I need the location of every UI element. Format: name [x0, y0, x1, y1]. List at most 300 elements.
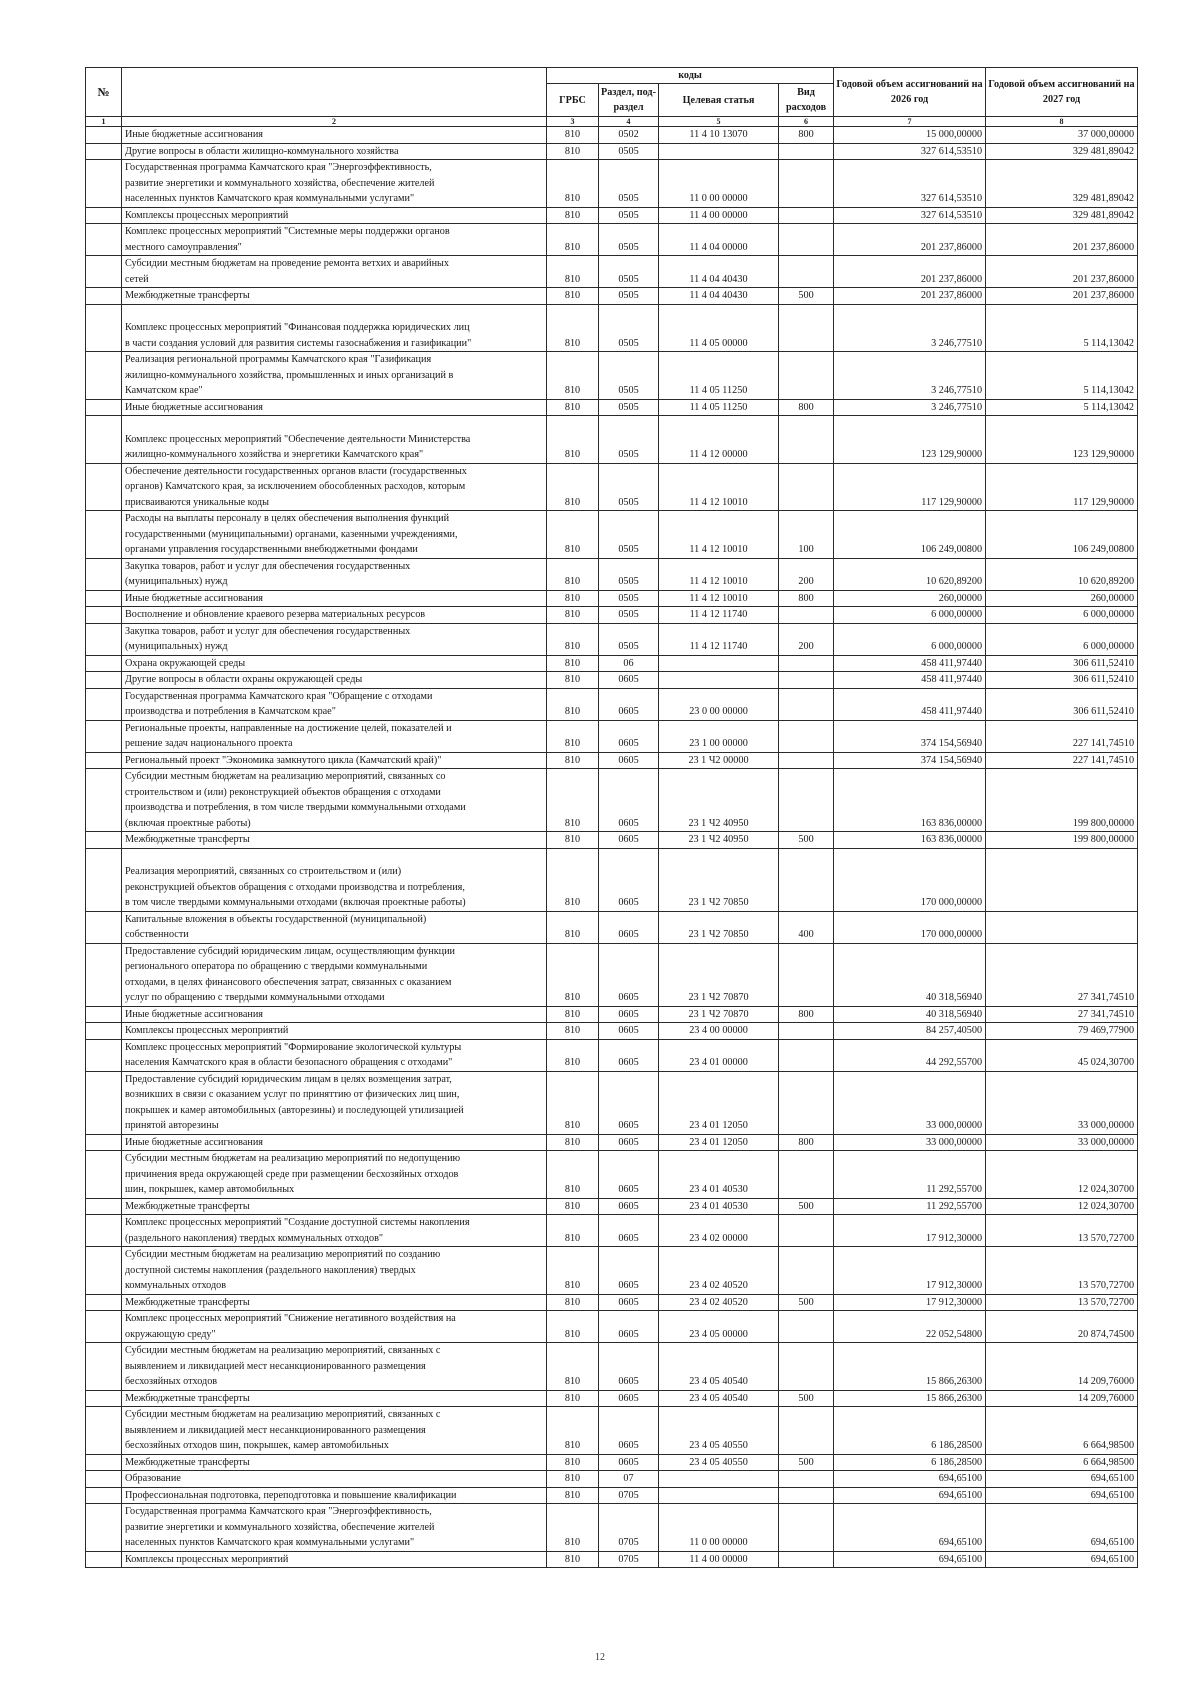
- target-article-cell: 11 0 00 00000: [659, 1504, 779, 1552]
- header-target-article: Целевая статья: [659, 84, 779, 117]
- table-row: [86, 1311, 1138, 1343]
- volume-2027-cell: 199 800,00000: [986, 769, 1138, 832]
- row-name-line: Обеспечение деятельности государственных органов власти (государственных: [125, 465, 467, 477]
- target-article-cell: 11 4 12 11740: [659, 623, 779, 655]
- target-article-cell: 23 4 02 40520: [659, 1294, 779, 1311]
- volume-2027-cell: 12 024,30700: [986, 1198, 1138, 1215]
- row-name-line: (муниципальных) нужд: [125, 641, 228, 652]
- grbs-cell: 810: [547, 1407, 599, 1455]
- volume-2027-cell: [986, 911, 1138, 943]
- volume-2026-cell: 694,65100: [834, 1487, 986, 1504]
- expense-type-cell: [779, 1039, 834, 1071]
- table-row: [86, 1198, 1138, 1215]
- section-cell: 0705: [599, 1551, 659, 1568]
- expense-type-cell: 500: [779, 1454, 834, 1471]
- row-name-cell: [122, 1471, 547, 1488]
- target-article-cell: 23 4 05 40550: [659, 1407, 779, 1455]
- expense-type-cell: [779, 143, 834, 160]
- table-row: [86, 1343, 1138, 1391]
- row-number-cell: [86, 1294, 122, 1311]
- row-number-cell: [86, 558, 122, 590]
- volume-2026-cell: 3 246,77510: [834, 304, 986, 352]
- target-article-cell: 23 1 Ч2 70850: [659, 848, 779, 911]
- volume-2026-cell: 10 620,89200: [834, 558, 986, 590]
- row-name-cell: [122, 399, 547, 416]
- volume-2027-cell: [986, 848, 1138, 911]
- row-name-line: строительством и (или) реконструкцией объектов обращения с отходами: [125, 786, 441, 798]
- row-name-line: Субсидии местным бюджетам на реализацию мероприятий, связанных с: [125, 1345, 441, 1356]
- row-name-line: Межбюджетные трансферты: [125, 1456, 250, 1468]
- row-name-line: Комплекс процессных мероприятий "Системные меры поддержки органов: [125, 226, 450, 237]
- volume-2026-cell: 6 186,28500: [834, 1454, 986, 1471]
- row-number-cell: [86, 511, 122, 559]
- volume-2027-cell: 329 481,89042: [986, 160, 1138, 208]
- header-grbs: ГРБС: [547, 84, 599, 117]
- volume-2027-cell: 329 481,89042: [986, 207, 1138, 224]
- header-volume-2026: Годовой объем ассигнований на 2026 год: [834, 68, 986, 117]
- target-article-cell: 11 4 12 11740: [659, 607, 779, 624]
- row-name-line: реконструкцией объектов обращения с отходами производства и потребления,: [125, 881, 465, 893]
- volume-2026-cell: 106 249,00800: [834, 511, 986, 559]
- row-name-cell: [122, 1006, 547, 1023]
- grbs-cell: 810: [547, 511, 599, 559]
- row-name-line: в части создания условий для развития системы газоснабжения и газификации": [125, 337, 472, 349]
- target-article-cell: 11 4 12 10010: [659, 511, 779, 559]
- volume-2026-cell: 6 000,00000: [834, 623, 986, 655]
- section-cell: 0605: [599, 1071, 659, 1134]
- section-cell: 0505: [599, 352, 659, 400]
- expense-type-cell: [779, 224, 834, 256]
- target-article-cell: 11 4 12 10010: [659, 463, 779, 511]
- volume-2026-cell: 374 154,56940: [834, 720, 986, 752]
- volume-2027-cell: 6 000,00000: [986, 623, 1138, 655]
- row-name-cell: [122, 623, 547, 655]
- table-row: [86, 720, 1138, 752]
- section-cell: 0505: [599, 256, 659, 288]
- column-numbers-row: [86, 117, 1138, 127]
- section-cell: 0505: [599, 590, 659, 607]
- table-row: [86, 1487, 1138, 1504]
- section-cell: 0505: [599, 463, 659, 511]
- grbs-cell: 810: [547, 463, 599, 511]
- row-name-cell: [122, 1454, 547, 1471]
- section-cell: 0605: [599, 911, 659, 943]
- expense-type-cell: [779, 769, 834, 832]
- row-name-line: отходами, в целях финансового обеспечения затрат, связанных с оказанием: [125, 976, 452, 988]
- table-row: [86, 511, 1138, 559]
- table-header: [86, 68, 1138, 127]
- table-row: [86, 752, 1138, 769]
- row-name-cell: [122, 1487, 547, 1504]
- column-number: 1: [86, 117, 122, 127]
- row-name-cell: [122, 832, 547, 849]
- section-cell: 06: [599, 655, 659, 672]
- volume-2027-cell: 201 237,86000: [986, 224, 1138, 256]
- row-name-cell: [122, 1134, 547, 1151]
- row-name-line: услуг по обращению с твердыми коммунальными отходами: [125, 992, 385, 1003]
- row-name-cell: [122, 848, 547, 911]
- grbs-cell: 810: [547, 1151, 599, 1199]
- row-name-line: Межбюджетные трансферты: [125, 1200, 250, 1212]
- expense-type-cell: 500: [779, 1294, 834, 1311]
- header-section: Раздел, под-раздел: [599, 84, 659, 117]
- row-name-cell: [122, 1247, 547, 1295]
- row-name-line: Иные бюджетные ассигнования: [125, 401, 263, 413]
- section-cell: 0605: [599, 769, 659, 832]
- volume-2026-cell: 17 912,30000: [834, 1294, 986, 1311]
- volume-2026-cell: 374 154,56940: [834, 752, 986, 769]
- volume-2027-cell: 79 469,77900: [986, 1023, 1138, 1040]
- section-cell: 0605: [599, 1343, 659, 1391]
- target-article-cell: 11 4 10 13070: [659, 127, 779, 144]
- row-name-line: Капитальные вложения в объекты государственной (муниципальной): [125, 913, 427, 925]
- section-cell: 0505: [599, 623, 659, 655]
- volume-2026-cell: 3 246,77510: [834, 399, 986, 416]
- target-article-cell: 23 1 Ч2 70870: [659, 943, 779, 1006]
- row-name-line: Расходы на выплаты персоналу в целях обеспечения выполнения функций: [125, 513, 450, 524]
- volume-2026-cell: 327 614,53510: [834, 143, 986, 160]
- volume-2026-cell: 6 186,28500: [834, 1407, 986, 1455]
- row-name-line: Межбюджетные трансферты: [125, 290, 250, 301]
- volume-2027-cell: 5 114,13042: [986, 352, 1138, 400]
- row-number-cell: [86, 1247, 122, 1295]
- row-number-cell: [86, 1504, 122, 1552]
- volume-2027-cell: 13 570,72700: [986, 1294, 1138, 1311]
- grbs-cell: 810: [547, 1390, 599, 1407]
- target-article-cell: 23 4 01 00000: [659, 1039, 779, 1071]
- row-name-line: [125, 305, 544, 321]
- target-article-cell: 11 4 05 00000: [659, 304, 779, 352]
- target-article-cell: [659, 655, 779, 672]
- section-cell: 0505: [599, 416, 659, 464]
- row-name-line: государственными (муниципальными) органами, казенными учреждениями,: [125, 528, 458, 540]
- section-cell: 0505: [599, 207, 659, 224]
- grbs-cell: 810: [547, 769, 599, 832]
- row-name-line: Комплекс процессных мероприятий "Снижение негативного воздействия на: [125, 1313, 456, 1324]
- volume-2027-cell: 306 611,52410: [986, 672, 1138, 689]
- volume-2027-cell: 27 341,74510: [986, 943, 1138, 1006]
- row-number-cell: [86, 1023, 122, 1040]
- row-name-cell: [122, 558, 547, 590]
- row-number-cell: [86, 1390, 122, 1407]
- target-article-cell: [659, 1471, 779, 1488]
- row-name-line: Закупка товаров, работ и услуг для обеспечения государственных: [125, 625, 411, 637]
- row-name-line: Комплексы процессных мероприятий: [125, 1025, 289, 1036]
- volume-2026-cell: 33 000,00000: [834, 1071, 986, 1134]
- section-cell: 0605: [599, 1311, 659, 1343]
- row-name-cell: [122, 463, 547, 511]
- target-article-cell: [659, 143, 779, 160]
- expense-type-cell: [779, 655, 834, 672]
- row-number-cell: [86, 720, 122, 752]
- volume-2027-cell: 13 570,72700: [986, 1215, 1138, 1247]
- expense-type-cell: 500: [779, 832, 834, 849]
- table-row: [86, 1454, 1138, 1471]
- section-cell: 0505: [599, 288, 659, 305]
- row-name-cell: [122, 160, 547, 208]
- expense-type-cell: [779, 1343, 834, 1391]
- row-name-line: жилищно-коммунального хозяйства и энергетики Камчатского края": [125, 449, 424, 460]
- row-name-line: собственности: [125, 929, 189, 940]
- expense-type-cell: 800: [779, 590, 834, 607]
- row-number-cell: [86, 399, 122, 416]
- volume-2027-cell: 33 000,00000: [986, 1071, 1138, 1134]
- table-row: [86, 590, 1138, 607]
- row-name-line: покрышек и камер автомобильных (авторезины) и последующей утилизацией: [125, 1104, 464, 1116]
- row-name-line: Субсидии местным бюджетам на реализацию мероприятий по созданию: [125, 1249, 441, 1260]
- target-article-cell: 23 1 00 00000: [659, 720, 779, 752]
- row-name-line: Закупка товаров, работ и услуг для обеспечения государственных: [125, 560, 411, 572]
- row-number-cell: [86, 1134, 122, 1151]
- row-name-line: Региональные проекты, направленные на достижение целей, показателей и: [125, 722, 452, 734]
- budget-allocation-table: [85, 67, 1138, 1568]
- section-cell: 0605: [599, 1247, 659, 1295]
- row-number-cell: [86, 1311, 122, 1343]
- volume-2026-cell: 40 318,56940: [834, 1006, 986, 1023]
- section-cell: 0505: [599, 558, 659, 590]
- table-row: [86, 558, 1138, 590]
- row-name-line: Реализация региональной программы Камчатского края "Газификация: [125, 354, 432, 365]
- row-name-line: Комплекс процессных мероприятий "Формирование экологической культуры: [125, 1041, 462, 1053]
- volume-2027-cell: 694,65100: [986, 1471, 1138, 1488]
- expense-type-cell: [779, 160, 834, 208]
- row-name-line: выявлением и ликвидацией мест несанкционированного размещения: [125, 1424, 426, 1436]
- section-cell: 0605: [599, 1151, 659, 1199]
- target-article-cell: 11 4 00 00000: [659, 207, 779, 224]
- row-number-cell: [86, 590, 122, 607]
- table-row: [86, 943, 1138, 1006]
- grbs-cell: 810: [547, 1294, 599, 1311]
- row-name-line: населенных пунктов Камчатского края коммунальными услугами": [125, 193, 415, 204]
- volume-2027-cell: 12 024,30700: [986, 1151, 1138, 1199]
- grbs-cell: 810: [547, 943, 599, 1006]
- grbs-cell: 810: [547, 558, 599, 590]
- row-number-cell: [86, 623, 122, 655]
- target-article-cell: 11 0 00 00000: [659, 160, 779, 208]
- row-name-line: Камчатском крае": [125, 385, 203, 396]
- expense-type-cell: [779, 752, 834, 769]
- grbs-cell: 810: [547, 1487, 599, 1504]
- volume-2027-cell: 199 800,00000: [986, 832, 1138, 849]
- section-cell: 0505: [599, 160, 659, 208]
- volume-2026-cell: 694,65100: [834, 1504, 986, 1552]
- row-name-cell: [122, 607, 547, 624]
- expense-type-cell: 200: [779, 623, 834, 655]
- row-name-cell: [122, 911, 547, 943]
- column-number: 4: [599, 117, 659, 127]
- header-number: №: [86, 68, 122, 117]
- volume-2026-cell: 163 836,00000: [834, 769, 986, 832]
- row-name-line: жилищно-коммунального хозяйства, промышленных и иных организаций в: [125, 369, 454, 381]
- section-cell: 0605: [599, 1198, 659, 1215]
- row-name-cell: [122, 688, 547, 720]
- grbs-cell: 810: [547, 207, 599, 224]
- row-name-cell: [122, 304, 547, 352]
- row-number-cell: [86, 655, 122, 672]
- target-article-cell: [659, 1487, 779, 1504]
- target-article-cell: 23 4 05 40540: [659, 1390, 779, 1407]
- page-number: 12: [595, 1652, 605, 1663]
- row-name-cell: [122, 1294, 547, 1311]
- table-row: [86, 304, 1138, 352]
- grbs-cell: 810: [547, 304, 599, 352]
- volume-2026-cell: 694,65100: [834, 1471, 986, 1488]
- table-row: [86, 1215, 1138, 1247]
- volume-2026-cell: 170 000,00000: [834, 848, 986, 911]
- target-article-cell: 11 4 04 40430: [659, 256, 779, 288]
- row-number-cell: [86, 256, 122, 288]
- row-name-line: Реализация мероприятий, связанных со строительством и (или): [125, 866, 402, 877]
- row-name-line: Субсидии местным бюджетам на проведение ремонта ветхих и аварийных: [125, 258, 449, 269]
- volume-2026-cell: 15 866,26300: [834, 1390, 986, 1407]
- table-row: [86, 1390, 1138, 1407]
- grbs-cell: 810: [547, 1006, 599, 1023]
- volume-2026-cell: 40 318,56940: [834, 943, 986, 1006]
- row-name-cell: [122, 672, 547, 689]
- row-name-line: Профессиональная подготовка, переподготовка и повышение квалификации: [125, 1489, 457, 1501]
- table-row: [86, 911, 1138, 943]
- row-number-cell: [86, 304, 122, 352]
- expense-type-cell: [779, 352, 834, 400]
- row-number-cell: [86, 1343, 122, 1391]
- expense-type-cell: [779, 207, 834, 224]
- target-article-cell: 23 4 00 00000: [659, 1023, 779, 1040]
- volume-2027-cell: 329 481,89042: [986, 143, 1138, 160]
- section-cell: 0505: [599, 399, 659, 416]
- grbs-cell: 810: [547, 1247, 599, 1295]
- expense-type-cell: [779, 1551, 834, 1568]
- row-name-cell: [122, 1343, 547, 1391]
- grbs-cell: 810: [547, 1454, 599, 1471]
- volume-2026-cell: 6 000,00000: [834, 607, 986, 624]
- volume-2026-cell: 15 866,26300: [834, 1343, 986, 1391]
- budget-table-sheet: [85, 67, 1137, 1568]
- row-name-line: Другие вопросы в области жилищно-коммунального хозяйства: [125, 145, 399, 157]
- row-number-cell: [86, 160, 122, 208]
- grbs-cell: 810: [547, 623, 599, 655]
- row-number-cell: [86, 688, 122, 720]
- row-name-cell: [122, 256, 547, 288]
- row-name-cell: [122, 1023, 547, 1040]
- section-cell: 0605: [599, 1294, 659, 1311]
- row-name-line: Комплексы процессных мероприятий: [125, 209, 289, 221]
- row-name-line: Иные бюджетные ассигнования: [125, 129, 263, 140]
- expense-type-cell: 400: [779, 911, 834, 943]
- expense-type-cell: 500: [779, 1198, 834, 1215]
- row-number-cell: [86, 143, 122, 160]
- volume-2027-cell: 227 141,74510: [986, 752, 1138, 769]
- row-name-cell: [122, 1311, 547, 1343]
- table-row: [86, 1151, 1138, 1199]
- row-name-line: Субсидии местным бюджетам на реализацию мероприятий, связанных со: [125, 771, 446, 782]
- row-name-cell: [122, 1039, 547, 1071]
- section-cell: 0605: [599, 1215, 659, 1247]
- grbs-cell: 810: [547, 127, 599, 144]
- row-name-line: Комплекс процессных мероприятий "Создание доступной системы накопления: [125, 1217, 470, 1228]
- section-cell: 0705: [599, 1487, 659, 1504]
- row-number-cell: [86, 1471, 122, 1488]
- target-article-cell: 23 0 00 00000: [659, 688, 779, 720]
- row-name-line: шин, покрышек, камер автомобильных: [125, 1184, 295, 1195]
- row-number-cell: [86, 1006, 122, 1023]
- expense-type-cell: [779, 848, 834, 911]
- table-row: [86, 769, 1138, 832]
- expense-type-cell: 800: [779, 399, 834, 416]
- table-row: [86, 1407, 1138, 1455]
- volume-2027-cell: 694,65100: [986, 1504, 1138, 1552]
- section-cell: 0605: [599, 832, 659, 849]
- target-article-cell: 23 1 Ч2 70870: [659, 1006, 779, 1023]
- volume-2027-cell: 260,00000: [986, 590, 1138, 607]
- column-number: 5: [659, 117, 779, 127]
- target-article-cell: 11 4 12 10010: [659, 590, 779, 607]
- row-name-cell: [122, 1390, 547, 1407]
- grbs-cell: 810: [547, 1071, 599, 1134]
- row-name-line: Охрана окружающей среды: [125, 657, 246, 669]
- row-name-cell: [122, 720, 547, 752]
- row-number-cell: [86, 1551, 122, 1568]
- row-name-cell: [122, 224, 547, 256]
- row-name-line: принятой авторезины: [125, 1120, 219, 1131]
- section-cell: 0505: [599, 511, 659, 559]
- volume-2026-cell: 458 411,97440: [834, 688, 986, 720]
- grbs-cell: 810: [547, 352, 599, 400]
- expense-type-cell: [779, 256, 834, 288]
- row-name-line: Комплекс процессных мероприятий "Финансовая поддержка юридических лиц: [125, 322, 470, 333]
- target-article-cell: 23 1 Ч2 40950: [659, 769, 779, 832]
- row-name-cell: [122, 752, 547, 769]
- volume-2026-cell: 15 000,00000: [834, 127, 986, 144]
- row-name-line: решение задач национального проекта: [125, 738, 293, 749]
- row-name-line: Другие вопросы в области охраны окружающей среды: [125, 674, 363, 685]
- row-name-cell: [122, 1071, 547, 1134]
- volume-2026-cell: 22 052,54800: [834, 1311, 986, 1343]
- table-row: [86, 256, 1138, 288]
- expense-type-cell: [779, 416, 834, 464]
- volume-2026-cell: 163 836,00000: [834, 832, 986, 849]
- table-row: [86, 1471, 1138, 1488]
- row-name-cell: [122, 207, 547, 224]
- row-name-line: окружающую среду": [125, 1328, 216, 1340]
- section-cell: 0605: [599, 752, 659, 769]
- row-name-line: доступной системы накопления (раздельного накопления) твердых: [125, 1264, 416, 1276]
- row-name-line: Восполнение и обновление краевого резерва материальных ресурсов: [125, 609, 426, 620]
- row-number-cell: [86, 288, 122, 305]
- table-row: [86, 463, 1138, 511]
- expense-type-cell: [779, 1407, 834, 1455]
- row-name-line: причинения вреда окружающей среде при размещении бесхозяйных отходов: [125, 1168, 459, 1180]
- grbs-cell: 810: [547, 720, 599, 752]
- row-name-line: Субсидии местным бюджетам на реализацию мероприятий по недопущению: [125, 1153, 461, 1164]
- grbs-cell: 810: [547, 832, 599, 849]
- table-row: [86, 672, 1138, 689]
- row-name-line: Региональный проект "Экономика замкнутого цикла (Камчатский край)": [125, 754, 442, 766]
- table-row: [86, 352, 1138, 400]
- row-name-line: Межбюджетные трансферты: [125, 834, 250, 845]
- table-row: [86, 1006, 1138, 1023]
- section-cell: 0605: [599, 848, 659, 911]
- section-cell: 0605: [599, 1006, 659, 1023]
- row-number-cell: [86, 207, 122, 224]
- volume-2026-cell: 170 000,00000: [834, 911, 986, 943]
- row-name-cell: [122, 288, 547, 305]
- target-article-cell: 11 4 00 00000: [659, 1551, 779, 1568]
- row-number-cell: [86, 769, 122, 832]
- section-cell: 0605: [599, 672, 659, 689]
- row-name-line: местного самоуправления": [125, 241, 242, 253]
- volume-2026-cell: 84 257,40500: [834, 1023, 986, 1040]
- table-body: [86, 127, 1138, 1568]
